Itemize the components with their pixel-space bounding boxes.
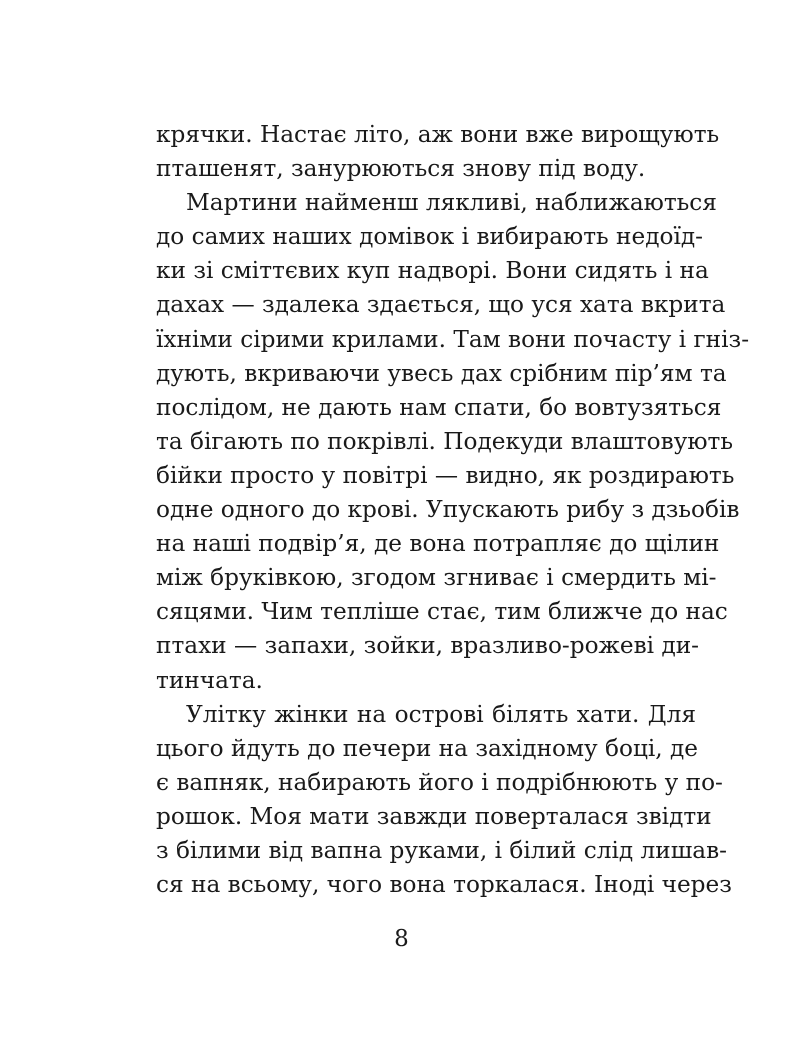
- text-line: ся на всьому, чого вона торкалася. Іноді через: [156, 871, 732, 899]
- text-line: на наші подвір’я, де вона потрапляє до щілин: [156, 530, 720, 558]
- text-line: цього йдуть до печери на західному боці, де: [156, 734, 699, 762]
- text-line: з білими від вапна руками, і білий слід лишав-: [156, 836, 727, 864]
- text-line: тинчата.: [156, 666, 263, 694]
- text-line: до самих наших домівок і вибирають недоїд-: [156, 223, 703, 251]
- text-line: сяцями. Чим тепліше стає, тим ближче до нас: [156, 598, 728, 626]
- text-line: крячки. Настає літо, аж вони вже вирощують: [156, 121, 720, 148]
- text-line: ки зі сміттєвих куп надворі. Вони сидять і на: [156, 257, 709, 285]
- text-line: є вапняк, набирають його і подрібнюють у по-: [156, 768, 723, 796]
- paragraph-first-line: Улітку жінки на острові білять хати. Для: [186, 700, 696, 728]
- text-line: між бруківкою, згодом згниває і смердить мі-: [156, 564, 717, 592]
- page-number: 8: [394, 926, 409, 952]
- paragraph-first-line: Мартини найменш лякливі, наближаються: [186, 189, 717, 217]
- text-line: дують, вкриваючи увесь дах срібним пір’ям та: [156, 359, 727, 387]
- text-line: рошок. Моя мати завжди поверталася звідти: [156, 802, 712, 830]
- body-text: [156, 118, 750, 902]
- text-line: пташенят, занурюються знову під воду.: [156, 155, 646, 183]
- text-line: їхніми сірими крилами. Там вони почасту і гніз-: [156, 325, 750, 353]
- text-line: одне одного до крові. Упускають рибу з дзьобів: [156, 496, 740, 524]
- text-line: та бігають по покрівлі. Подекуди влаштовують: [156, 427, 733, 455]
- text-line: бійки просто у повітрі — видно, як роздирають: [156, 461, 735, 489]
- text-line: птахи — запахи, зойки, вразливо-рожеві ди-: [156, 632, 700, 660]
- text-line: дахах — здалека здається, що уся хата вкрита: [156, 291, 726, 319]
- text-line: послідом, не дають нам спати, бо вовтузяться: [156, 393, 722, 421]
